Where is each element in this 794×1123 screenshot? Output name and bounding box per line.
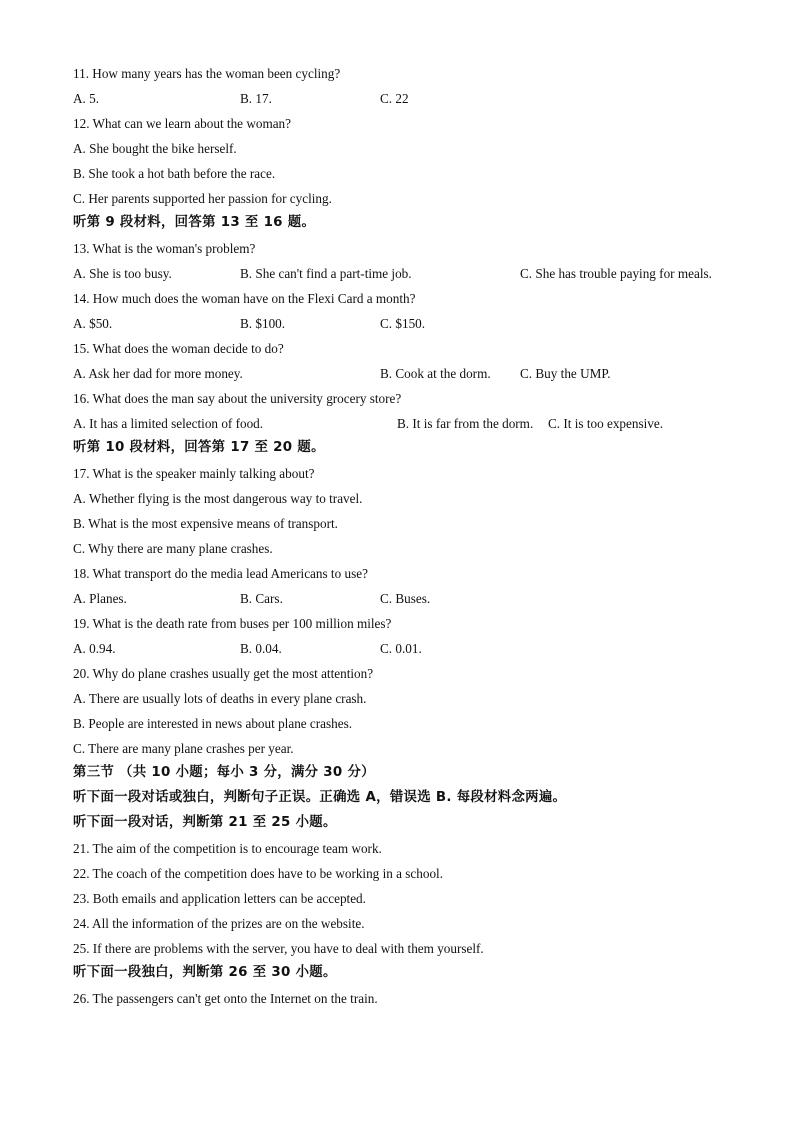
statement-24: 24. All the information of the prizes are on the website. xyxy=(73,916,365,931)
option-a: A. 5. xyxy=(73,91,100,106)
option-b: B. 0.04. xyxy=(240,641,282,656)
question-12: 12. What can we learn about the woman? xyxy=(73,116,291,131)
option-a: A. Ask her dad for more money. xyxy=(73,366,243,381)
option-b: B. She can't find a part-time job. xyxy=(240,266,412,281)
question-16: 16. What does the man say about the university grocery store? xyxy=(73,391,402,406)
part-three-instructions: 听下面一段对话或独白，判断句子正误。正确选 A，错误选 B. 每段材料念两遍。 xyxy=(73,790,567,805)
question-17: 17. What is the speaker mainly talking about? xyxy=(73,466,315,481)
statement-22: 22. The coach of the competition does have to be working in a school. xyxy=(73,866,444,881)
option-c: C. 0.01. xyxy=(380,641,422,656)
option-c: C. There are many plane crashes per year. xyxy=(73,741,294,756)
option-b: B. 17. xyxy=(240,91,272,106)
option-a: A. Planes. xyxy=(73,591,127,606)
option-c: C. $150. xyxy=(380,316,426,331)
option-b: B. Cars. xyxy=(240,591,283,606)
option-a: A. She is too busy. xyxy=(73,266,172,281)
question-18: 18. What transport do the media lead Americans to use? xyxy=(73,566,368,581)
option-c: C. Why there are many plane crashes. xyxy=(73,541,273,556)
option-c: C. Her parents supported her passion for cycling. xyxy=(73,191,332,206)
question-11-options xyxy=(0,91,794,107)
option-a: A. 0.94. xyxy=(73,641,116,656)
option-a: A. There are usually lots of deaths in every plane crash. xyxy=(73,691,367,706)
option-b: B. She took a hot bath before the race. xyxy=(73,166,276,181)
question-19: 19. What is the death rate from buses per 100 million miles? xyxy=(73,616,392,631)
question-18-options xyxy=(0,591,794,607)
statement-21: 21. The aim of the competition is to encourage team work. xyxy=(73,841,382,856)
option-b: B. Cook at the dorm. xyxy=(380,366,491,381)
option-a: A. She bought the bike herself. xyxy=(73,141,237,156)
section-header-10: 听第 10 段材料，回答第 17 至 20 题。 xyxy=(73,440,325,455)
statement-26: 26. The passengers can't get onto the Internet on the train. xyxy=(73,991,378,1006)
option-c: C. Buy the UMP. xyxy=(520,366,611,381)
monologue-header: 听下面一段独白，判断第 26 至 30 小题。 xyxy=(73,965,337,980)
question-14: 14. How much does the woman have on the Flexi Card a month? xyxy=(73,291,416,306)
question-13-options xyxy=(0,266,794,282)
option-a: A. It has a limited selection of food. xyxy=(73,416,264,431)
option-b: B. $100. xyxy=(240,316,286,331)
option-c: C. Buses. xyxy=(380,591,431,606)
question-16-options xyxy=(0,416,794,432)
question-13: 13. What is the woman's problem? xyxy=(73,241,256,256)
statement-23: 23. Both emails and application letters can be accepted. xyxy=(73,891,366,906)
question-15: 15. What does the woman decide to do? xyxy=(73,341,284,356)
question-14-options xyxy=(0,316,794,332)
dialogue-header: 听下面一段对话，判断第 21 至 25 小题。 xyxy=(73,815,337,830)
option-a: A. $50. xyxy=(73,316,113,331)
question-19-options xyxy=(0,641,794,657)
option-b: B. People are interested in news about plane crashes. xyxy=(73,716,353,731)
option-c: C. She has trouble paying for meals. xyxy=(520,266,712,281)
question-15-options xyxy=(0,366,794,382)
section-header-9: 听第 9 段材料，回答第 13 至 16 题。 xyxy=(73,215,316,230)
statement-25: 25. If there are problems with the server, you have to deal with them yourself. xyxy=(73,941,484,956)
question-11: 11. How many years has the woman been cycling? xyxy=(73,66,341,81)
option-c: C. It is too expensive. xyxy=(548,416,664,431)
option-b: B. It is far from the dorm. xyxy=(397,416,534,431)
part-three-title: 第三节 （共 10 小题；每小 3 分，满分 30 分） xyxy=(73,765,375,780)
option-c: C. 22 xyxy=(380,91,409,106)
option-a: A. Whether flying is the most dangerous way to travel. xyxy=(73,491,363,506)
option-b: B. What is the most expensive means of transport. xyxy=(73,516,338,531)
question-20: 20. Why do plane crashes usually get the most attention? xyxy=(73,666,374,681)
